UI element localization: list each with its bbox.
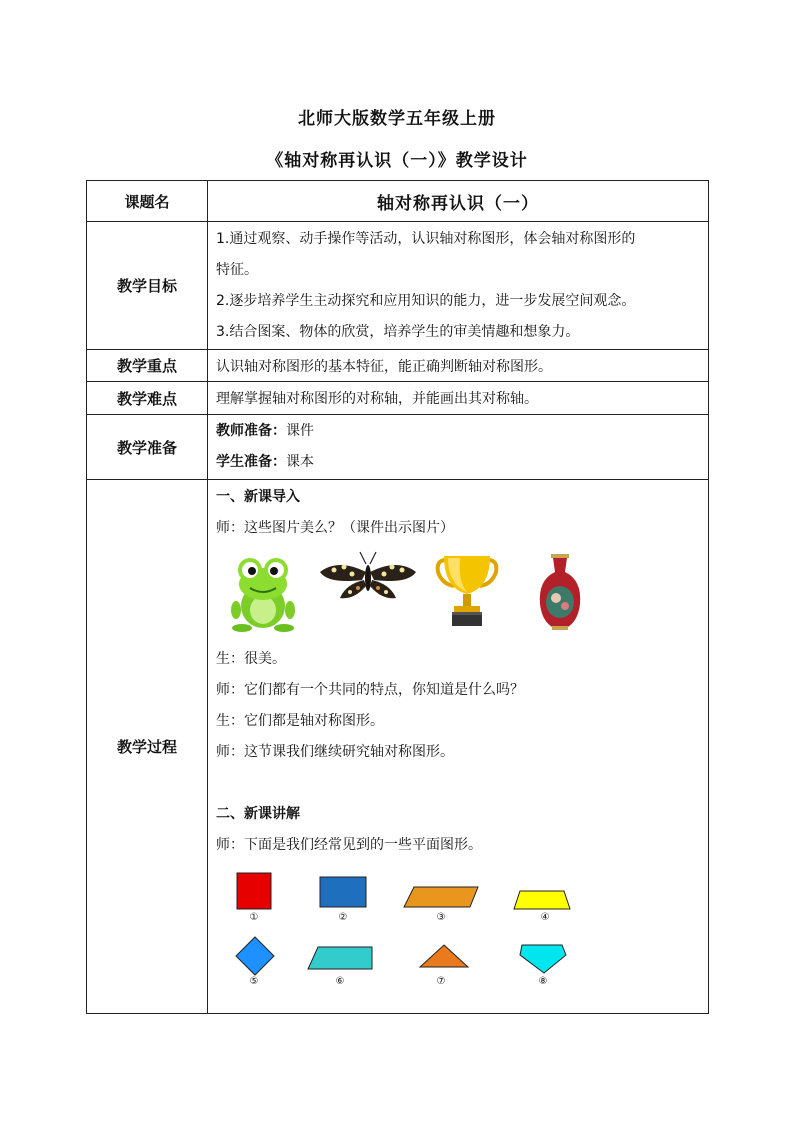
key-points-label: 教学重点 [87,350,208,382]
goals-content [208,222,709,350]
difficulty-label: 教学难点 [87,382,208,415]
dialogue-line: 生：很美。 [216,651,286,667]
shape-square [237,873,271,909]
blank-line [216,768,702,799]
dialogue-line: 师：它们都有一个共同的特点，你知道是什么吗？ [216,682,524,698]
student-prep [216,447,702,478]
preparation-label: 教学准备 [87,415,208,480]
shape-label: ② [338,912,348,923]
shape-diamond [236,937,274,975]
dialogue-line: 师：这节课我们继续研究轴对称图形。 [216,744,454,760]
preparation-content [208,415,709,480]
shape-label: ⑧ [538,976,548,987]
goal-line: 1.通过观察、动手操作等活动，认识轴对称图形，体会轴对称图形的 [216,230,636,247]
shape-parallelogram [404,887,478,907]
teacher-prep-key: 教师准备： [216,423,286,439]
teacher-prep [216,416,702,447]
section-heading: 一、新课导入 [216,489,300,505]
shapes-canvas [216,861,576,989]
butterfly-icon [318,550,418,606]
goals-label: 教学目标 [87,222,208,350]
shape-label: ⑦ [436,976,446,987]
student-prep-key: 学生准备： [216,454,286,470]
shape-kite [520,945,566,973]
shape-label: ⑥ [335,976,345,987]
shape-rectangle [320,877,366,907]
topic-value: 轴对称再认识（一） [208,181,709,222]
goal-line: 特征。 [216,261,258,278]
section-heading: 二、新课讲解 [216,806,300,822]
shape-right-trapezoid [308,947,372,969]
teacher-prep-value: 课件 [286,423,314,439]
shape-trapezoid [514,891,570,909]
dialogue-line: 师：下面是我们经常见到的一些平面图形。 [216,837,482,853]
process-label: 教学过程 [87,480,208,1014]
shape-label: ③ [436,912,446,923]
shape-label: ④ [540,912,550,923]
dialogue-line: 生：它们都是轴对称图形。 [216,713,384,729]
dialogue-line: 师：这些图片美么？（课件出示图片） [216,520,454,536]
shape-label: ① [249,912,259,923]
document-title: 北师大版数学五年级上册 [298,109,496,129]
difficulty-value: 理解掌握轴对称图形的对称轴，并能画出其对称轴。 [208,382,709,415]
shape-triangle [420,945,468,967]
document-subtitle: 《轴对称再认识（一）》教学设计 [266,151,528,171]
shape-label: ⑤ [249,976,259,987]
plane-figures [216,861,702,991]
goal-line: 3.结合图案、物体的欣赏，培养学生的审美情趣和想象力。 [216,323,580,340]
key-points-value: 认识轴对称图形的基本特征，能正确判断轴对称图形。 [208,350,709,382]
topic-label: 课题名 [87,181,208,222]
goal-line: 2.逐步培养学生主动探究和应用知识的能力，进一步发展空间观念。 [216,292,636,309]
symmetric-pictures [216,544,702,644]
frog-icon [228,554,298,634]
trophy-icon [434,552,500,630]
process-content [208,480,709,1014]
vase-icon [534,552,586,632]
lesson-plan-table [86,180,709,1014]
student-prep-value: 课本 [286,454,314,470]
